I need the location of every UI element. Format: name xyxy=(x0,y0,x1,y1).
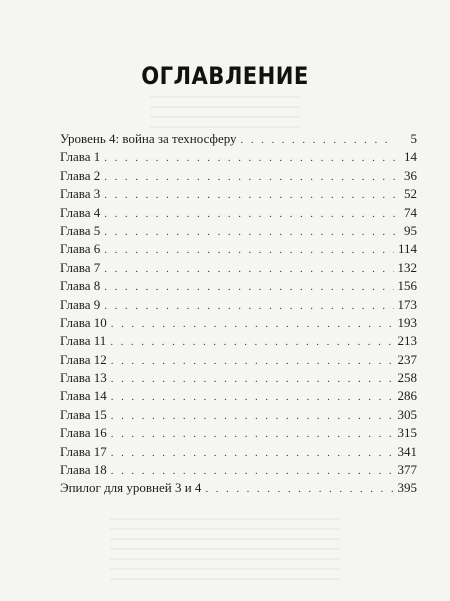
toc-page-number: 52 xyxy=(404,186,417,202)
dot-leader xyxy=(111,388,394,406)
dot-leader xyxy=(104,278,393,296)
toc-row[interactable] xyxy=(60,443,417,461)
toc-entry-label: Глава 8 xyxy=(60,278,101,294)
dot-leader xyxy=(104,241,394,259)
dot-leader xyxy=(205,480,393,498)
dot-leader xyxy=(104,186,395,204)
toc-entry-label: Глава 18 xyxy=(60,462,107,478)
dot-leader xyxy=(111,352,394,370)
dot-leader xyxy=(104,149,395,167)
toc-row[interactable] xyxy=(60,240,417,258)
toc-entry-label: Глава 5 xyxy=(60,222,101,238)
toc-page-number: 14 xyxy=(404,149,417,165)
toc-page-number: 341 xyxy=(397,443,417,459)
dot-leader xyxy=(111,462,394,480)
toc-entry-label: Глава 2 xyxy=(60,167,101,183)
toc-entry-label: Глава 9 xyxy=(60,296,101,312)
toc-page-number: 258 xyxy=(397,370,417,386)
toc-entry-label: Глава 13 xyxy=(60,370,107,386)
toc-row[interactable] xyxy=(60,461,417,479)
toc-entry-label: Глава 14 xyxy=(60,388,107,404)
toc-row[interactable] xyxy=(60,424,417,442)
toc-entry-label: Глава 12 xyxy=(60,351,107,367)
page-title: ОГЛАВЛЕНИЕ xyxy=(141,62,309,90)
toc-entry-label: Глава 16 xyxy=(60,425,107,441)
dot-leader xyxy=(111,425,394,443)
table-of-contents xyxy=(60,130,417,498)
toc-entry-label: Эпилог для уровней 3 и 4 xyxy=(60,480,202,496)
dot-leader xyxy=(104,223,395,241)
dot-leader xyxy=(111,315,394,333)
toc-page-number: 193 xyxy=(397,314,417,330)
toc-row[interactable] xyxy=(60,130,417,148)
toc-row[interactable] xyxy=(60,296,417,314)
toc-row[interactable] xyxy=(60,406,417,424)
toc-row[interactable] xyxy=(60,277,417,295)
toc-row[interactable] xyxy=(60,332,417,350)
show-through-texture-bottom xyxy=(110,518,340,580)
toc-entry-label: Глава 4 xyxy=(60,204,101,220)
toc-entry-label: Глава 6 xyxy=(60,241,101,257)
toc-row[interactable] xyxy=(60,222,417,240)
toc-row[interactable] xyxy=(60,259,417,277)
toc-row[interactable] xyxy=(60,167,417,185)
dot-leader xyxy=(111,370,394,388)
toc-entry-label: Глава 7 xyxy=(60,259,101,275)
toc-entry-label: Глава 11 xyxy=(60,333,107,349)
toc-row[interactable] xyxy=(60,387,417,405)
toc-entry-label: Глава 17 xyxy=(60,443,107,459)
toc-page-number: 132 xyxy=(397,259,417,275)
dot-leader xyxy=(104,297,393,315)
toc-row[interactable] xyxy=(60,479,417,497)
dot-leader xyxy=(110,333,393,351)
toc-entry-label: Глава 3 xyxy=(60,186,101,202)
toc-page-number: 237 xyxy=(397,351,417,367)
toc-page-number: 395 xyxy=(397,480,417,496)
toc-page-number: 377 xyxy=(397,462,417,478)
toc-row[interactable] xyxy=(60,314,417,332)
toc-page-number: 305 xyxy=(397,406,417,422)
toc-page-number: 114 xyxy=(397,241,417,257)
toc-page-number: 173 xyxy=(397,296,417,312)
toc-entry-label: Уровень 4: война за техносферу xyxy=(60,131,237,146)
dot-leader xyxy=(104,260,393,278)
toc-page-number: 95 xyxy=(404,222,417,238)
toc-entry-label: Глава 10 xyxy=(60,314,107,330)
toc-row[interactable] xyxy=(60,204,417,222)
toc-page-number: 5 xyxy=(410,131,417,146)
dot-leader xyxy=(241,131,395,149)
toc-entry-label: Глава 15 xyxy=(60,406,107,422)
toc-entry-label: Глава 1 xyxy=(60,149,101,165)
toc-row[interactable] xyxy=(60,185,417,203)
dot-leader xyxy=(111,444,394,462)
toc-page-number: 286 xyxy=(397,388,417,404)
toc-page-number: 74 xyxy=(404,204,417,220)
toc-page-number: 36 xyxy=(404,167,417,183)
toc-page-number: 156 xyxy=(397,278,417,294)
toc-row[interactable] xyxy=(60,148,417,166)
dot-leader xyxy=(104,168,395,186)
toc-row[interactable] xyxy=(60,369,417,387)
dot-leader xyxy=(104,205,395,223)
toc-page-number: 315 xyxy=(397,425,417,441)
dot-leader xyxy=(111,407,394,425)
toc-page-number: 213 xyxy=(397,333,417,349)
toc-row[interactable] xyxy=(60,351,417,369)
